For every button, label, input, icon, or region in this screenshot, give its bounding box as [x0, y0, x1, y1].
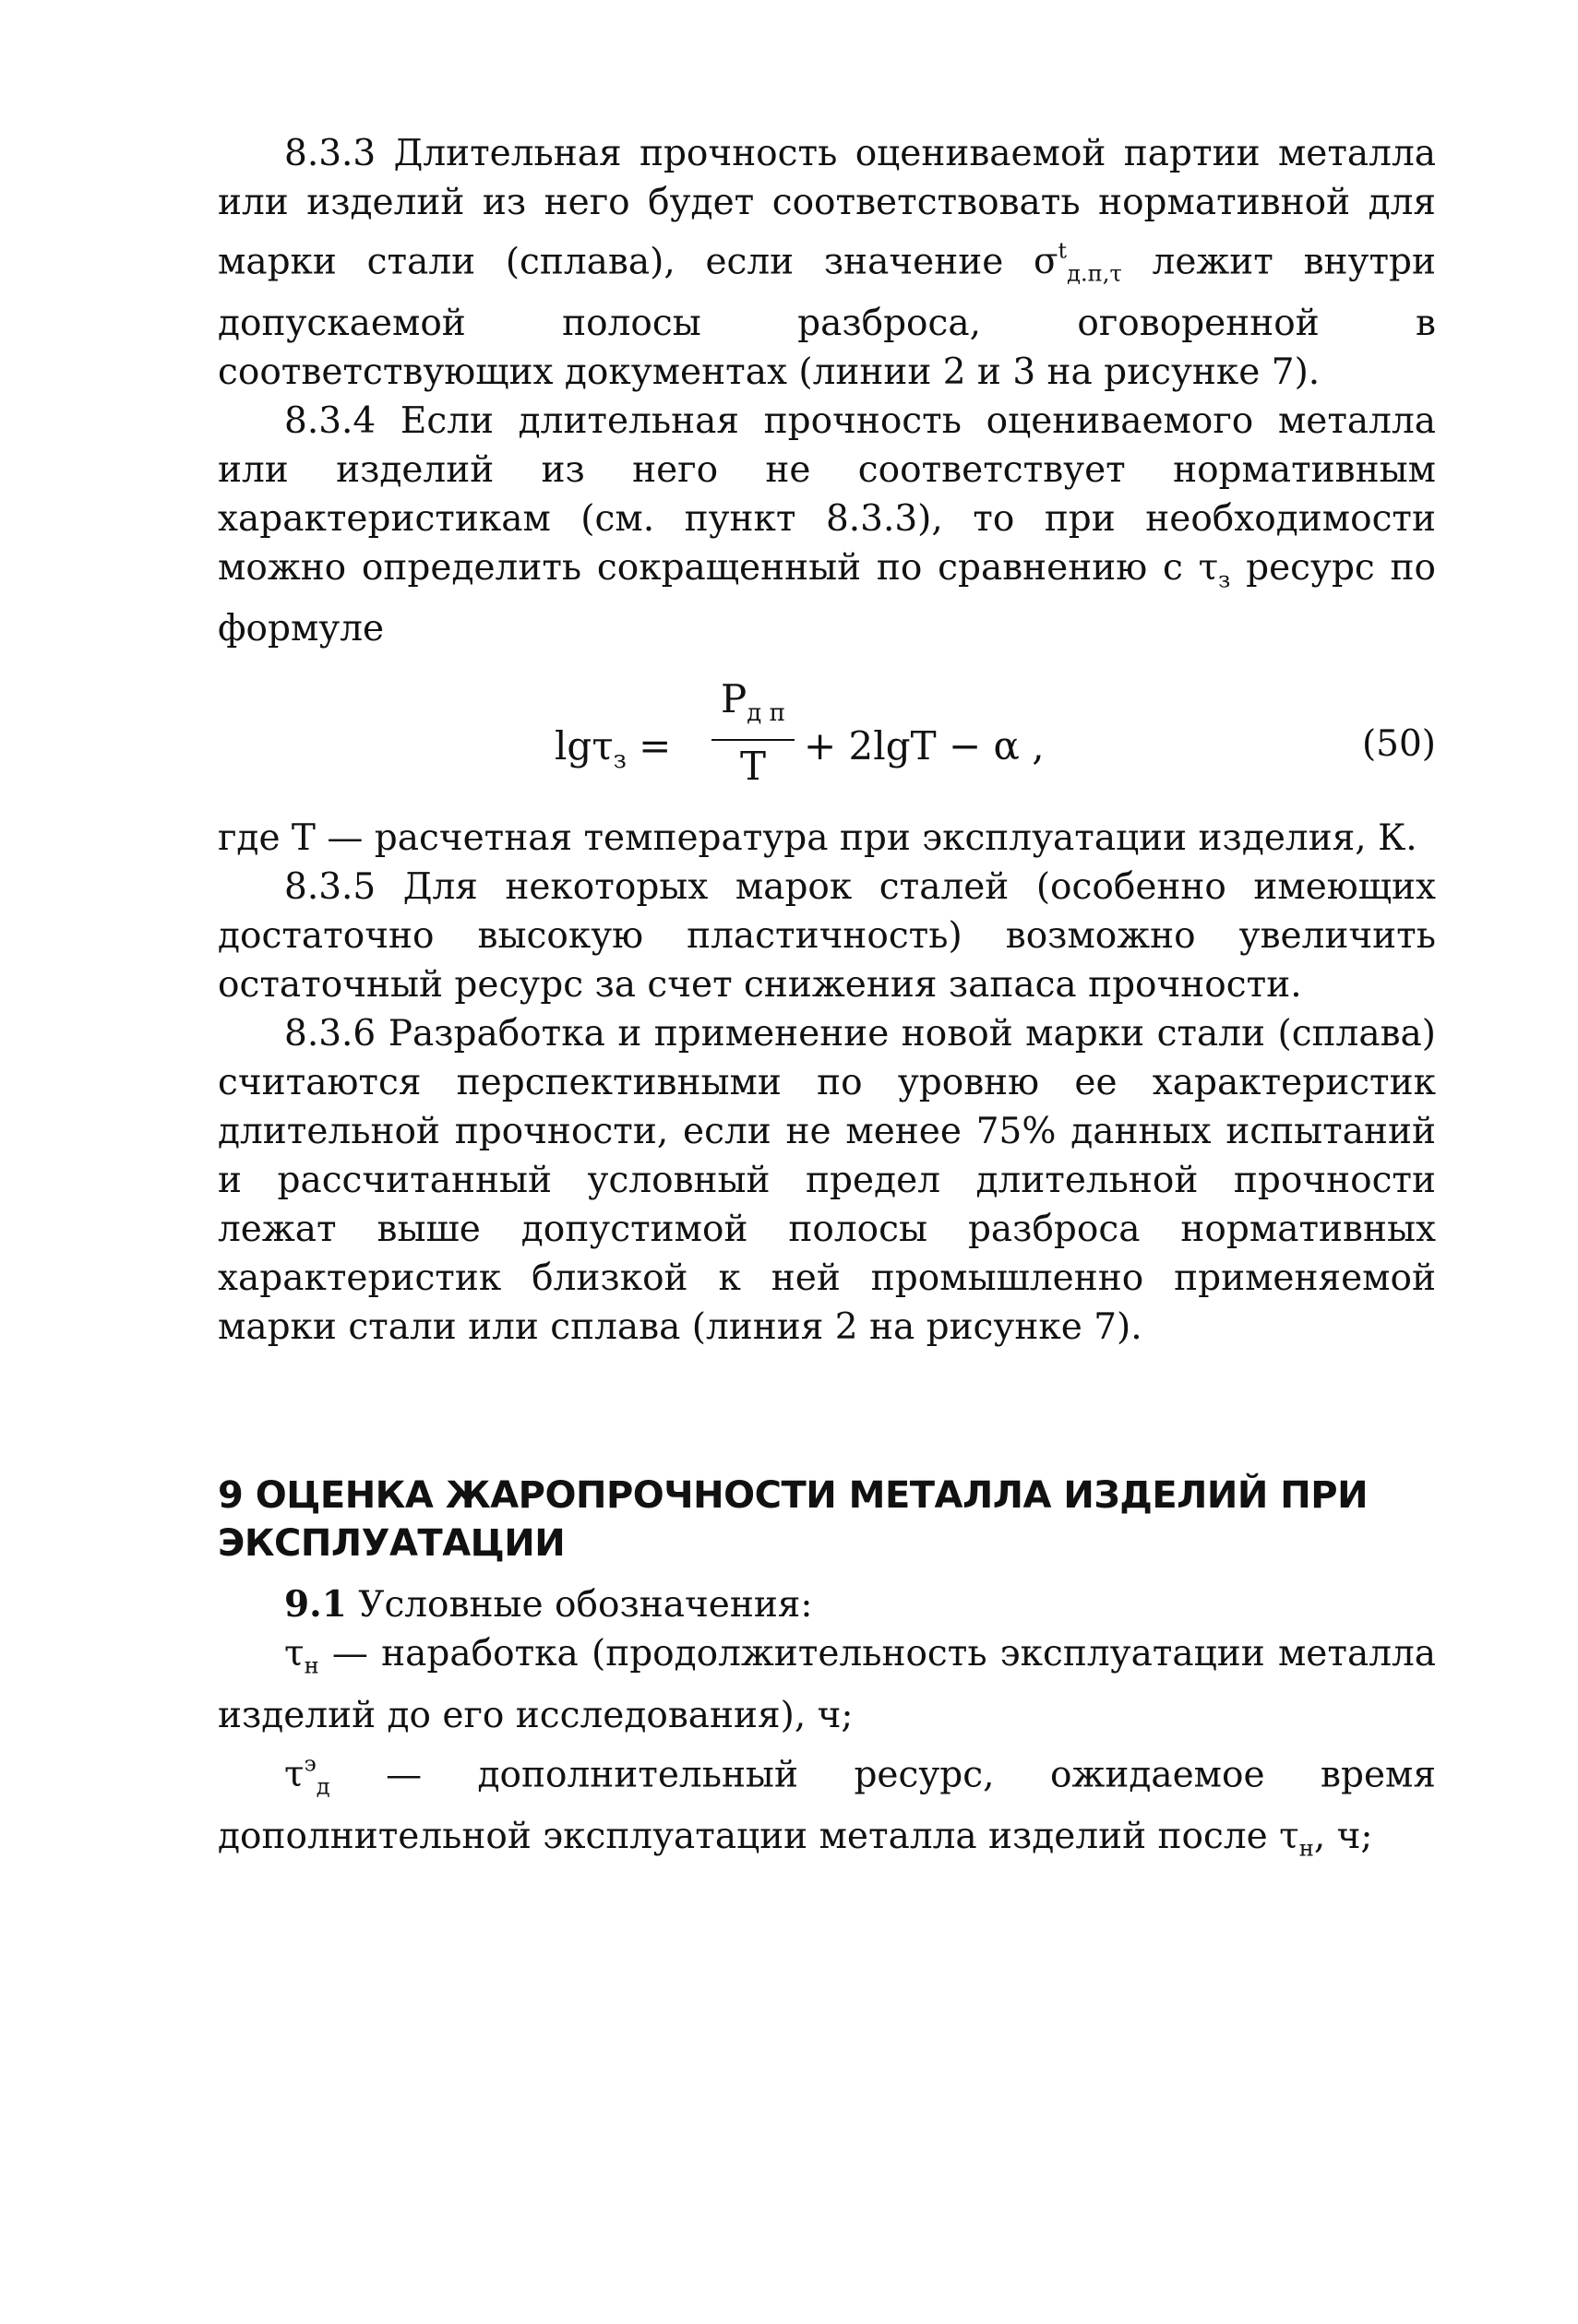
- tau-subscript: н: [304, 1652, 319, 1679]
- sigma-superscript: t: [1058, 238, 1068, 264]
- formula-lhs-text: lgτ: [555, 723, 614, 769]
- document-page: [218, 129, 1436, 1873]
- paragraph-text: Условные обозначения:: [346, 1584, 813, 1627]
- numerator-letter: P: [721, 676, 747, 722]
- numerator-subscript: д п: [747, 699, 785, 728]
- section-heading: 9 ОЦЕНКА ЖАРОПРОЧНОСТИ МЕТАЛЛА ИЗДЕЛИЙ ПРИ ЭКСПЛУАТАЦИИ: [218, 1474, 1369, 1566]
- formula-equals: =: [626, 723, 672, 769]
- paragraph-8-3-5: 8.3.5 Для некоторых марок сталей (особенно имеющих достаточно высокую пластичность) возможно увеличить остаточный ресурс за счет снижения запаса прочности.: [218, 866, 1436, 1007]
- formula-numerator: [711, 675, 795, 737]
- tau-d-symbol: [284, 1750, 330, 1800]
- paragraph-8-3-4: [218, 397, 1436, 653]
- tau-symbol: [1198, 546, 1231, 593]
- definition-text: — наработка (продолжительность эксплуатации металла изделий до его исследования), ч;: [218, 1633, 1436, 1736]
- paragraph-text: 8.3.3 Длительная прочность оцениваемой партии металла или изделий из него будет соответствовать нормативной для марки стали (сплава), если значение: [218, 133, 1436, 283]
- tau-letter: τ: [284, 1633, 305, 1675]
- paragraph-9-1: [218, 1580, 1436, 1629]
- tau-letter: τ: [1279, 1815, 1299, 1857]
- paragraph-8-3-6: 8.3.6 Разработка и применение новой марки стали (сплава) считаются перспективными по уровню ее характеристик длительной прочности, если не менее 75% данных испытаний и рассчитанный условный предел длительной прочности лежат выше допустимой полосы разброса нормативных характеристик близкой к ней промышленно применяемой марки стали или сплава (линия 2 на рисунке 7).: [218, 1013, 1436, 1349]
- paragraph-text: ресурс по формуле: [218, 546, 1436, 650]
- formula-lhs: [555, 723, 671, 774]
- tau-superscript: э: [304, 1750, 317, 1777]
- tau-letter: τ: [1198, 546, 1219, 589]
- tau-subscript: н: [1298, 1835, 1314, 1862]
- tau-n-symbol: [1279, 1815, 1314, 1862]
- tau-subscript: з: [1218, 566, 1231, 593]
- definition-text: , ч;: [1313, 1815, 1373, 1857]
- paragraph-text: лежит внутри допускаемой полосы разброса, оговоренной в соответствующих документах (линии 2 и 3 на рисунке 7).: [218, 241, 1437, 393]
- equation-number: (50): [1361, 723, 1436, 766]
- formula-lhs-subscript: з: [613, 746, 627, 775]
- formula-rest: + 2lgT − α ,: [804, 723, 1045, 769]
- where-line: где T — расчетная температура при эксплуатации изделия, К.: [218, 817, 1417, 860]
- tau-letter: τ: [284, 1754, 305, 1796]
- formula-50: [218, 675, 1436, 814]
- paragraph-text: 8.3.4 Если длительная прочность оцениваемого металла или изделий из него не соответствует нормативным характеристикам (см. пункт 8.3.3), то при необходимости можно определить сокращенный по сравнению с: [218, 399, 1436, 589]
- sigma-letter: σ: [1034, 241, 1058, 283]
- definition-tau-n: [218, 1629, 1436, 1739]
- section-number: 9.1: [284, 1583, 347, 1627]
- definition-text: — дополнительный ресурс, ожидаемое время дополнительной эксплуатации металла изделий после: [218, 1754, 1436, 1857]
- sigma-subscript: д.п,τ: [1067, 260, 1122, 287]
- fraction-bar: [711, 739, 795, 741]
- formula-fraction: [711, 675, 795, 791]
- formula-denominator: T: [739, 744, 766, 790]
- sigma-symbol: [1034, 238, 1122, 287]
- definition-tau-d: [218, 1740, 1436, 1873]
- tau-subscript: д: [316, 1773, 330, 1800]
- paragraph-8-3-3: [218, 129, 1436, 397]
